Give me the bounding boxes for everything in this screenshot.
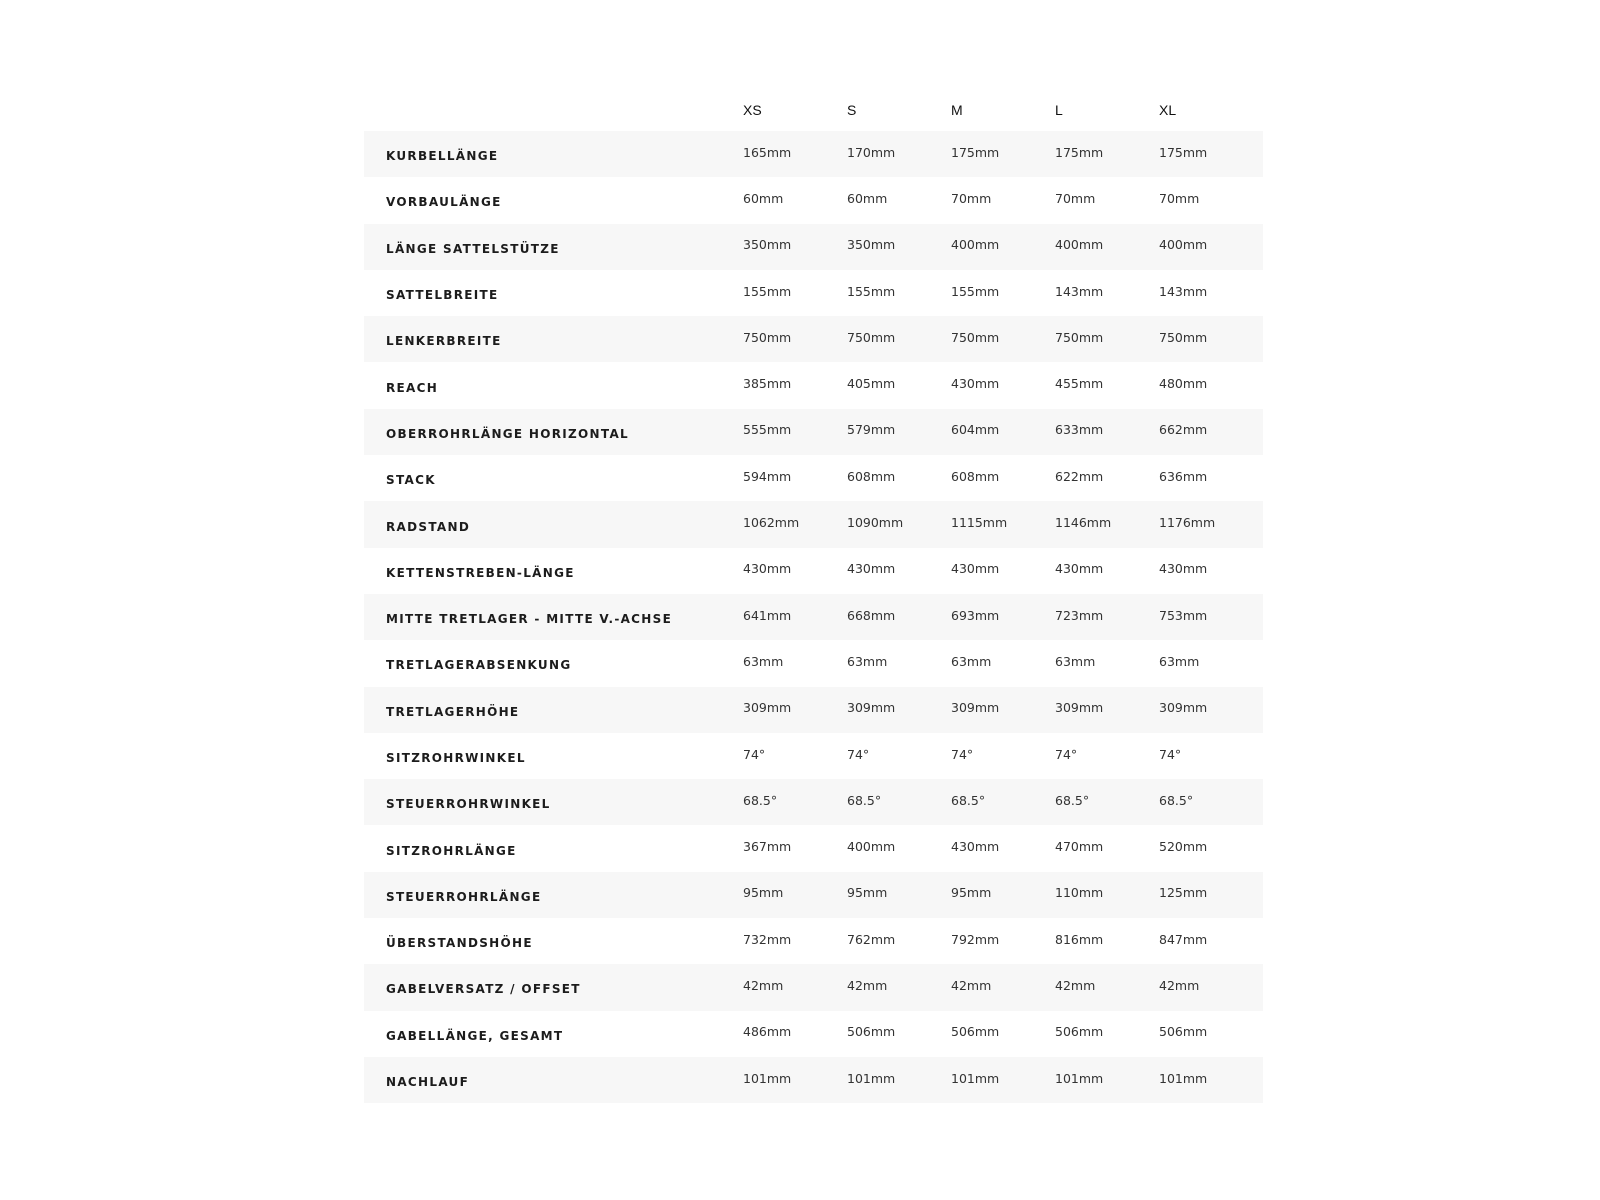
cell-value-s: 74° [847, 746, 870, 762]
cell-value-l: 430mm [1055, 561, 1104, 577]
cell-value-xs: 60mm [743, 190, 784, 206]
cell-value-s: 63mm [847, 653, 888, 669]
cell-value-m: 74° [951, 746, 974, 762]
cell-value-m: 604mm [951, 422, 1000, 438]
cell-value-m: 68.5° [951, 792, 986, 808]
size-header-xl: XL [1159, 101, 1177, 118]
cell-value-xl: 636mm [1159, 468, 1208, 484]
row-label: REACH [386, 380, 439, 395]
cell-value-m: 309mm [951, 700, 1000, 716]
cell-value-xs: 63mm [743, 653, 784, 669]
row-label: SATTELBREITE [386, 288, 499, 303]
cell-value-m: 506mm [951, 1024, 1000, 1040]
table-row [364, 964, 1263, 1010]
table-row [364, 548, 1263, 594]
table-row [364, 270, 1263, 316]
cell-value-l: 101mm [1055, 1070, 1104, 1086]
table-row [364, 455, 1263, 501]
cell-value-s: 405mm [847, 376, 896, 392]
cell-value-xs: 165mm [743, 144, 792, 160]
cell-value-xl: 70mm [1159, 190, 1200, 206]
cell-value-xl: 125mm [1159, 885, 1208, 901]
row-label: TRETLAGERHÖHE [386, 704, 520, 719]
cell-value-xs: 155mm [743, 283, 792, 299]
cell-value-xs: 350mm [743, 237, 792, 253]
table-row [364, 594, 1263, 640]
cell-value-xs: 555mm [743, 422, 792, 438]
row-label: STACK [386, 473, 436, 488]
table-row [364, 177, 1263, 223]
cell-value-m: 792mm [951, 931, 1000, 947]
cell-value-m: 400mm [951, 237, 1000, 253]
table-row [364, 1011, 1263, 1057]
cell-value-l: 455mm [1055, 376, 1104, 392]
cell-value-s: 350mm [847, 237, 896, 253]
cell-value-s: 1090mm [847, 515, 904, 531]
geometry-table-body [364, 131, 1263, 1103]
size-header-s: S [847, 101, 857, 118]
cell-value-l: 816mm [1055, 931, 1104, 947]
row-label: OBERROHRLÄNGE HORIZONTAL [386, 426, 629, 441]
cell-value-xs: 486mm [743, 1024, 792, 1040]
cell-value-l: 723mm [1055, 607, 1104, 623]
cell-value-xs: 101mm [743, 1070, 792, 1086]
size-header-m: M [951, 101, 963, 118]
table-row [364, 1057, 1263, 1103]
row-label: KURBELLÄNGE [386, 149, 499, 164]
row-label: TRETLAGERABSENKUNG [386, 658, 572, 673]
cell-value-l: 750mm [1055, 329, 1104, 345]
size-header-row [364, 86, 1263, 131]
cell-value-xl: 847mm [1159, 931, 1208, 947]
cell-value-s: 430mm [847, 561, 896, 577]
cell-value-s: 668mm [847, 607, 896, 623]
row-label: MITTE TRETLAGER - MITTE V.-ACHSE [386, 612, 673, 627]
cell-value-xs: 68.5° [743, 792, 778, 808]
cell-value-xs: 641mm [743, 607, 792, 623]
cell-value-xs: 367mm [743, 839, 792, 855]
cell-value-xs: 309mm [743, 700, 792, 716]
size-header-xs: XS [743, 101, 762, 118]
table-row [364, 918, 1263, 964]
cell-value-xl: 520mm [1159, 839, 1208, 855]
cell-value-m: 430mm [951, 839, 1000, 855]
row-label: NACHLAUF [386, 1075, 470, 1090]
cell-value-xl: 68.5° [1159, 792, 1194, 808]
cell-value-xs: 732mm [743, 931, 792, 947]
cell-value-xs: 385mm [743, 376, 792, 392]
cell-value-xs: 430mm [743, 561, 792, 577]
row-label: LENKERBREITE [386, 334, 502, 349]
table-row [364, 779, 1263, 825]
cell-value-xl: 750mm [1159, 329, 1208, 345]
cell-value-m: 42mm [951, 977, 992, 993]
cell-value-xl: 480mm [1159, 376, 1208, 392]
row-label: SITZROHRLÄNGE [386, 843, 517, 858]
cell-value-xs: 1062mm [743, 515, 800, 531]
cell-value-xs: 42mm [743, 977, 784, 993]
cell-value-s: 750mm [847, 329, 896, 345]
cell-value-xs: 594mm [743, 468, 792, 484]
cell-value-xl: 1176mm [1159, 515, 1216, 531]
row-label: GABELVERSATZ / OFFSET [386, 982, 581, 997]
cell-value-xl: 662mm [1159, 422, 1208, 438]
cell-value-m: 430mm [951, 561, 1000, 577]
cell-value-m: 95mm [951, 885, 992, 901]
table-row [364, 131, 1263, 177]
table-row [364, 640, 1263, 686]
cell-value-l: 42mm [1055, 977, 1096, 993]
cell-value-s: 762mm [847, 931, 896, 947]
cell-value-m: 155mm [951, 283, 1000, 299]
row-label: VORBAULÄNGE [386, 195, 502, 210]
row-label: STEUERROHRLÄNGE [386, 889, 542, 904]
cell-value-m: 175mm [951, 144, 1000, 160]
cell-value-s: 68.5° [847, 792, 882, 808]
cell-value-l: 63mm [1055, 653, 1096, 669]
table-row [364, 316, 1263, 362]
cell-value-l: 110mm [1055, 885, 1104, 901]
row-label: GABELLÄNGE, GESAMT [386, 1028, 564, 1043]
cell-value-l: 506mm [1055, 1024, 1104, 1040]
cell-value-xs: 95mm [743, 885, 784, 901]
cell-value-m: 750mm [951, 329, 1000, 345]
table-row [364, 825, 1263, 871]
table-row [364, 501, 1263, 547]
cell-value-s: 608mm [847, 468, 896, 484]
row-label: ÜBERSTANDSHÖHE [386, 936, 533, 951]
cell-value-l: 1146mm [1055, 515, 1112, 531]
table-row [364, 733, 1263, 779]
cell-value-xl: 74° [1159, 746, 1182, 762]
table-row [364, 872, 1263, 918]
table-row [364, 362, 1263, 408]
cell-value-s: 506mm [847, 1024, 896, 1040]
cell-value-l: 309mm [1055, 700, 1104, 716]
cell-value-l: 470mm [1055, 839, 1104, 855]
row-label: STEUERROHRWINKEL [386, 797, 551, 812]
table-row [364, 224, 1263, 270]
cell-value-xl: 400mm [1159, 237, 1208, 253]
cell-value-l: 70mm [1055, 190, 1096, 206]
table-row [364, 687, 1263, 733]
cell-value-m: 1115mm [951, 515, 1008, 531]
row-label: LÄNGE SATTELSTÜTZE [386, 241, 560, 256]
cell-value-xl: 753mm [1159, 607, 1208, 623]
cell-value-m: 70mm [951, 190, 992, 206]
cell-value-xl: 175mm [1159, 144, 1208, 160]
geometry-table [364, 86, 1263, 1103]
cell-value-xl: 42mm [1159, 977, 1200, 993]
cell-value-xs: 74° [743, 746, 766, 762]
cell-value-l: 143mm [1055, 283, 1104, 299]
size-header-l: L [1055, 101, 1063, 118]
cell-value-xl: 430mm [1159, 561, 1208, 577]
cell-value-xl: 143mm [1159, 283, 1208, 299]
cell-value-l: 622mm [1055, 468, 1104, 484]
row-label: RADSTAND [386, 519, 471, 534]
row-label: KETTENSTREBEN-LÄNGE [386, 565, 575, 580]
cell-value-l: 175mm [1055, 144, 1104, 160]
cell-value-xl: 63mm [1159, 653, 1200, 669]
cell-value-m: 430mm [951, 376, 1000, 392]
cell-value-s: 170mm [847, 144, 896, 160]
cell-value-s: 579mm [847, 422, 896, 438]
cell-value-l: 68.5° [1055, 792, 1090, 808]
cell-value-xl: 309mm [1159, 700, 1208, 716]
cell-value-s: 60mm [847, 190, 888, 206]
cell-value-m: 101mm [951, 1070, 1000, 1086]
cell-value-l: 74° [1055, 746, 1078, 762]
cell-value-m: 693mm [951, 607, 1000, 623]
cell-value-m: 63mm [951, 653, 992, 669]
cell-value-s: 95mm [847, 885, 888, 901]
cell-value-s: 101mm [847, 1070, 896, 1086]
cell-value-xl: 101mm [1159, 1070, 1208, 1086]
cell-value-s: 42mm [847, 977, 888, 993]
cell-value-l: 400mm [1055, 237, 1104, 253]
row-label: SITZROHRWINKEL [386, 751, 526, 765]
table-row [364, 409, 1263, 455]
cell-value-xl: 506mm [1159, 1024, 1208, 1040]
cell-value-s: 155mm [847, 283, 896, 299]
cell-value-s: 309mm [847, 700, 896, 716]
cell-value-m: 608mm [951, 468, 1000, 484]
header-spacer [364, 86, 743, 131]
cell-value-s: 400mm [847, 839, 896, 855]
cell-value-l: 633mm [1055, 422, 1104, 438]
cell-value-xs: 750mm [743, 329, 792, 345]
